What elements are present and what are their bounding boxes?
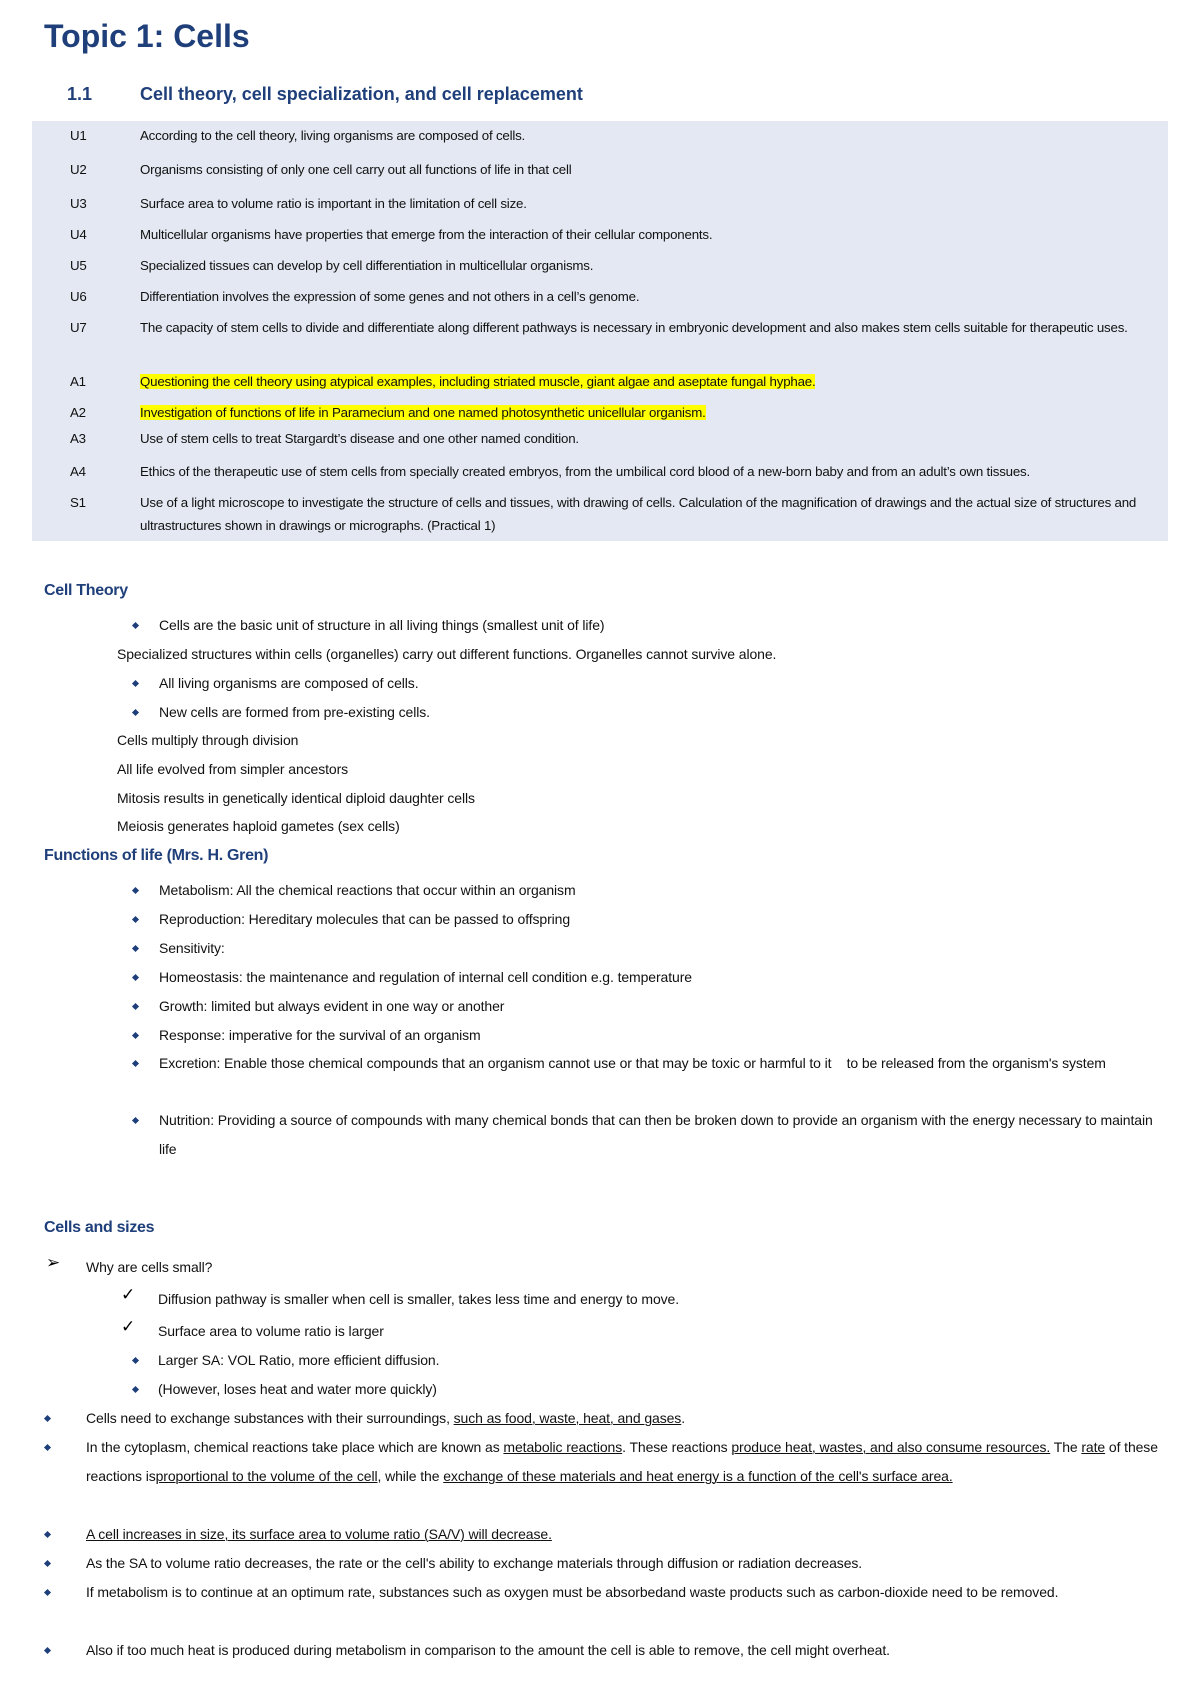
bullet-icon [132,887,139,894]
row-code: U4 [70,227,87,242]
bullet-icon [44,1560,51,1567]
functions-heading: Functions of life (Mrs. H. Gren) [44,847,269,864]
objectives-table [32,121,1168,541]
paragraph: Also if too much heat is produced during metabolism in comparison to the amount the cell is able to remove, the cell might overheat. [86,1642,890,1658]
section-number: 1.1 [67,84,93,104]
list-item: Nutrition: Providing a source of compounds with many chemical bonds that can then be broken down to provide an organism with the energy necessary to maintain life [159,1112,1153,1157]
row-text: Organisms consisting of only one cell carry out all functions of life in that cell [140,162,572,177]
row-code: A3 [70,431,86,446]
bullet-icon [132,1386,139,1393]
check-item: Surface area to volume ratio is larger [158,1323,384,1339]
bullet-icon [132,680,139,687]
page-title: Topic 1: Cells [44,18,250,54]
row-code: U7 [70,320,87,335]
paragraph: In the cytoplasm, chemical reactions take place which are known as metabolic reactions. These reactions produce heat, wastes, and also consume resources. The rate of these reactions isproportional to the volume of the cell, while the exchange of these materials and heat energy is a function of the cell's surface area. [86,1439,1158,1484]
section-title: Cell theory, cell specialization, and cell replacement [140,84,583,104]
check-item: Diffusion pathway is smaller when cell is smaller, takes less time and energy to move. [158,1291,680,1307]
checkmark-icon: ✓ [121,1285,136,1304]
list-item: (However, loses heat and water more quickly) [158,1381,437,1397]
bullet-icon [132,916,139,923]
bullet-icon [44,1589,51,1596]
bullet-icon [132,1357,139,1364]
list-item: Growth: limited but always evident in one way or another [159,998,505,1014]
paragraph: If metabolism is to continue at an optimum rate, substances such as oxygen must be absorbedand waste products such as carbon-dioxide need to be removed. [86,1584,1059,1600]
list-item: Cells are the basic unit of structure in all living things (smallest unit of life) [159,617,605,633]
row-text: Use of stem cells to treat Stargardt’s disease and one other named condition. [140,431,579,446]
row-code: U2 [70,162,87,177]
list-item: Homeostasis: the maintenance and regulation of internal cell condition e.g. temperature [159,969,692,985]
list-item: Mitosis results in genetically identical diploid daughter cells [117,790,475,806]
cell-theory-heading: Cell Theory [44,582,128,599]
bullet-icon [132,945,139,952]
row-code: U3 [70,196,87,211]
bullet-icon [44,1415,51,1422]
row-code: A4 [70,464,86,479]
list-item: New cells are formed from pre-existing cells. [159,704,430,720]
paragraph: Cells need to exchange substances with their surroundings, such as food, waste, heat, and gases. [86,1410,686,1426]
list-item: Meiosis generates haploid gametes (sex cells) [117,818,400,834]
row-code: S1 [70,495,86,510]
row-text: According to the cell theory, living organisms are composed of cells. [140,128,526,143]
row-code: A1 [70,374,86,389]
list-item: All life evolved from simpler ancestors [117,761,349,777]
row-text: Multicellular organisms have properties that emerge from the interaction of their cellular components. [140,227,713,242]
row-text: Differentiation involves the expression of some genes and not others in a cell’s genome. [140,289,640,304]
bullet-icon [132,1003,139,1010]
paragraph: As the SA to volume ratio decreases, the rate or the cell's ability to exchange materials through diffusion or radiation decreases. [86,1555,863,1571]
row-code: U1 [70,128,87,143]
row-text: Use of a light microscope to investigate the structure of cells and tissues, with drawing of cells. Calculation of the magnification of drawings and the actual size of structures and ultrastructures shown in drawings or micrographs. (Practical 1) [140,495,1137,533]
row-text: Surface area to volume ratio is important in the limitation of cell size. [140,196,527,211]
row-text: Ethics of the therapeutic use of stem cells from specially created embryos, from the umbilical cord blood of a new-born baby and from an adult’s own tissues. [140,464,1030,479]
arrow-bullet-icon: ➢ [46,1253,61,1272]
sizes-heading: Cells and sizes [44,1219,155,1236]
row-code: U5 [70,258,87,273]
bullet-icon [132,974,139,981]
list-item: Cells multiply through division [117,732,299,748]
checkmark-icon: ✓ [121,1317,136,1336]
bullet-icon [132,1032,139,1039]
list-item: Reproduction: Hereditary molecules that can be passed to offspring [159,911,571,927]
bullet-icon [44,1647,51,1654]
list-item: Larger SA: VOL Ratio, more efficient diffusion. [158,1352,440,1368]
row-text: Specialized tissues can develop by cell differentiation in multicellular organisms. [140,258,594,273]
row-code: U6 [70,289,87,304]
highlighted-text: Questioning the cell theory using atypical examples, including striated muscle, giant algae and aseptate fungal hyphae. [140,374,816,389]
list-item: Sensitivity: [159,940,225,956]
bullet-icon [44,1531,51,1538]
bullet-icon [44,1444,51,1451]
row-code: A2 [70,405,86,420]
row-text: The capacity of stem cells to divide and differentiate along different pathways is necessary in embryonic development and also makes stem cells suitable for therapeutic uses. [140,320,1128,335]
list-item: All living organisms are composed of cells. [159,675,419,691]
highlighted-text: Investigation of functions of life in Paramecium and one named photosynthetic unicellular organism. [140,405,706,420]
list-item: Response: imperative for the survival of an organism [159,1027,481,1043]
bullet-icon [132,1060,139,1067]
bullet-icon [132,709,139,716]
list-item: Metabolism: All the chemical reactions that occur within an organism [159,882,576,898]
bullet-icon [132,1117,139,1124]
bullet-icon [132,622,139,629]
list-item: Excretion: Enable those chemical compounds that an organism cannot use or that may be toxic or harmful to it to be released from the organism's system [159,1055,1106,1071]
list-item: Specialized structures within cells (organelles) carry out different functions. Organelles cannot survive alone. [117,646,777,662]
question: Why are cells small? [86,1259,213,1275]
paragraph: A cell increases in size, its surface area to volume ratio (SA/V) will decrease. [86,1526,552,1542]
